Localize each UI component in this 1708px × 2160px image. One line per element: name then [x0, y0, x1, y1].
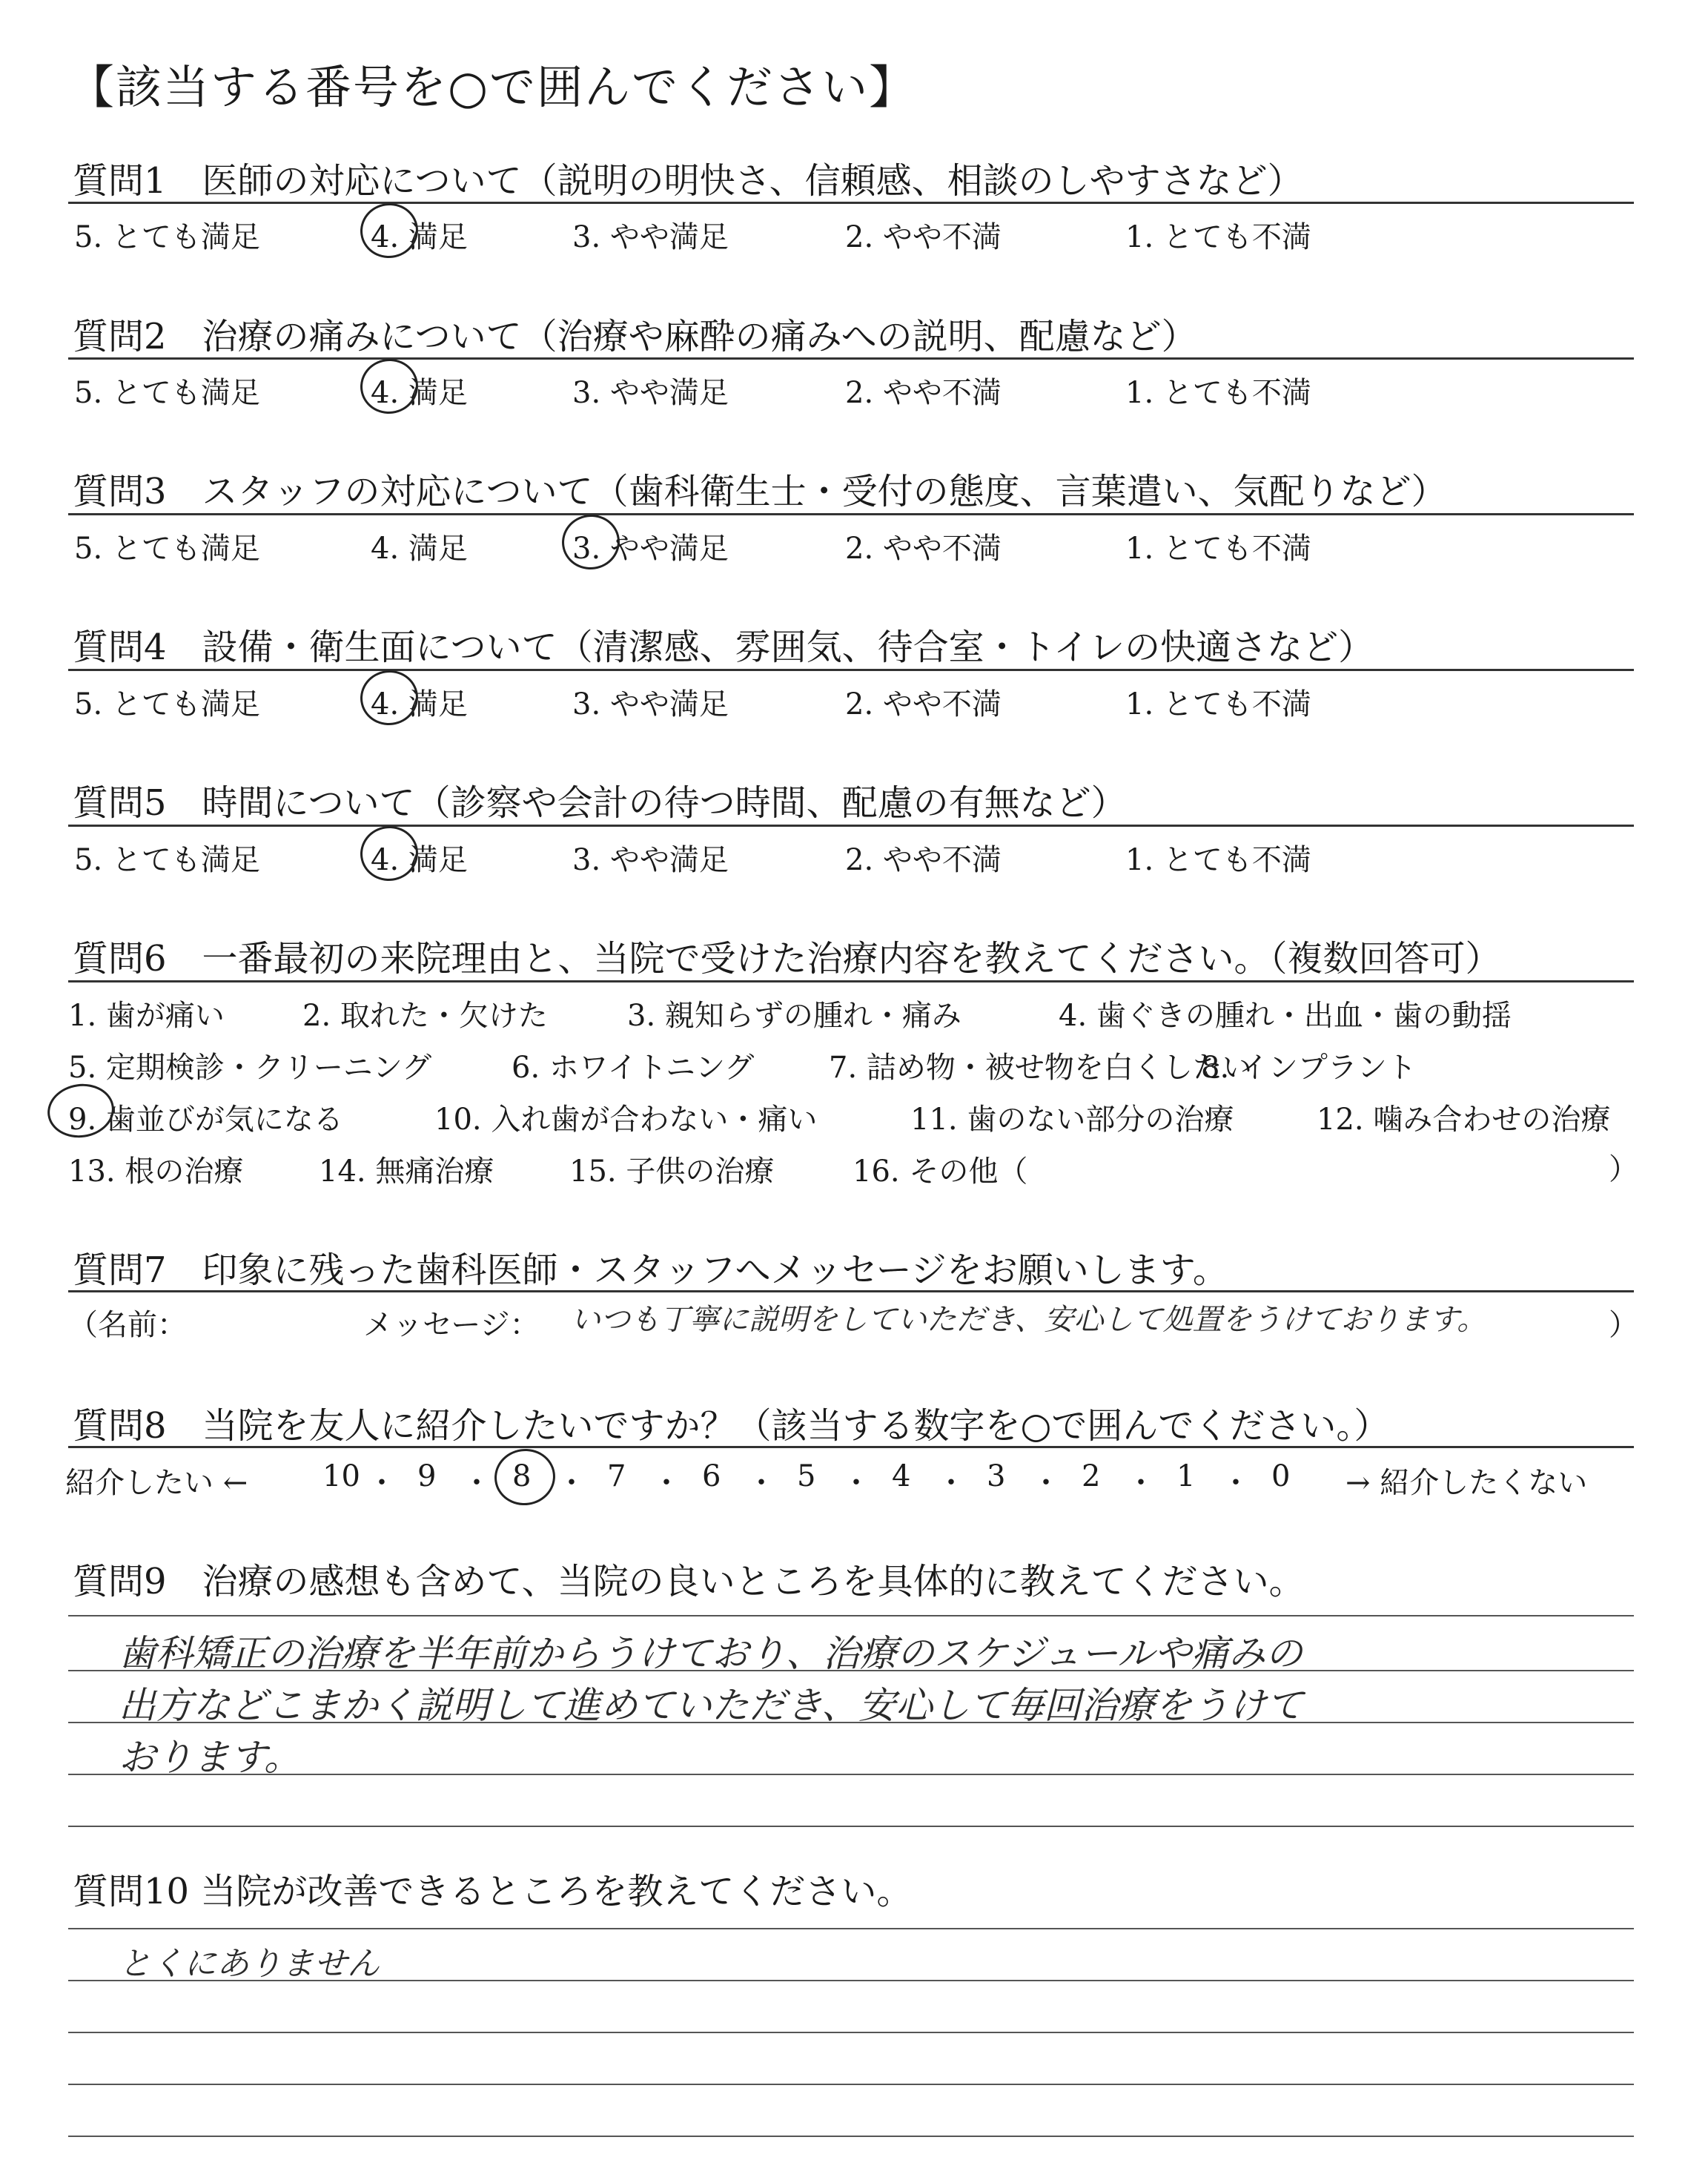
other-close-paren: ） — [1609, 1152, 1638, 1186]
scale-value-9[interactable]: 9 — [417, 1459, 437, 1493]
q9-answer-line-3: おります。 — [119, 1736, 301, 1779]
question-7-title: 質問7 印象に残った歯科医師・スタッフへメッセージをお願いします。 — [73, 1249, 1228, 1291]
reason-option-1[interactable]: 1. 歯が痛い — [68, 999, 225, 1033]
divider — [68, 357, 1634, 360]
q2-option-3[interactable]: 3. やや満足 — [572, 376, 729, 410]
selection-circle — [491, 1445, 559, 1510]
question-3-title: 質問3 スタッフの対応について（歯科衛生士・受付の態度、言葉遣い、気配りなど） — [73, 471, 1447, 512]
q5-option-3[interactable]: 3. やや満足 — [572, 843, 729, 877]
recommend-right-label: → 紹介したくない — [1345, 1466, 1588, 1500]
divider — [68, 1446, 1634, 1448]
reason-option-11[interactable]: 11. 歯のない部分の治療 — [910, 1103, 1234, 1137]
q1-option-1[interactable]: 1. とても不満 — [1125, 220, 1311, 254]
scale-separator: ・ — [936, 1466, 966, 1500]
message-handwriting: いつも丁寧に説明をしていただき、安心して処置をうけております。 — [571, 1303, 1487, 1337]
scale-value-10[interactable]: 10 — [322, 1459, 360, 1493]
scale-separator: ・ — [841, 1466, 871, 1500]
scale-value-8[interactable]: 8 — [512, 1459, 532, 1493]
q9-answer-line-2: 出方などこまかく説明して進めていただき、安心して毎回治療をうけて — [119, 1684, 1303, 1727]
q5-option-4[interactable]: 4. 満足 — [371, 843, 468, 877]
reason-option-3[interactable]: 3. 親知らずの腫れ・痛み — [627, 999, 961, 1033]
question-5-title: 質問5 時間について（診察や会計の待つ時間、配慮の有無など） — [73, 782, 1127, 824]
name-label: （名前： — [68, 1308, 187, 1342]
q3-option-1[interactable]: 1. とても不満 — [1125, 532, 1311, 566]
question-9-title: 質問9 治療の感想も含めて、当院の良いところを具体的に教えてください。 — [73, 1561, 1305, 1602]
reason-option-12[interactable]: 12. 噛み合わせの治療 — [1317, 1103, 1611, 1137]
question-10-title: 質問10 当院が改善できるところを教えてください。 — [73, 1871, 913, 1912]
reason-option-6[interactable]: 6. ホワイトニング — [512, 1051, 755, 1085]
q2-option-1[interactable]: 1. とても不満 — [1125, 376, 1311, 410]
q5-option-5[interactable]: 5. とても満足 — [74, 843, 260, 877]
question-1-title: 質問1 医師の対応について（説明の明快さ、信頼感、相談のしやすさなど） — [73, 160, 1303, 202]
answer-line — [68, 1826, 1634, 1827]
answer-line — [68, 2084, 1634, 2085]
q1-option-5[interactable]: 5. とても満足 — [74, 220, 260, 254]
page-heading: 【該当する番号を○で囲んでください】 — [68, 60, 917, 114]
divider — [68, 669, 1634, 671]
q4-option-4[interactable]: 4. 満足 — [371, 687, 468, 721]
scale-value-1[interactable]: 1 — [1176, 1459, 1196, 1493]
divider — [68, 825, 1634, 827]
q3-option-3[interactable]: 3. やや満足 — [572, 532, 729, 566]
scale-separator: ・ — [1031, 1466, 1061, 1500]
question-8-title: 質問8 当院を友人に紹介したいですか？（該当する数字を○で囲んでください。） — [73, 1405, 1390, 1447]
q3-option-5[interactable]: 5. とても満足 — [74, 532, 260, 566]
reason-option-9[interactable]: 9. 歯並びが気になる — [68, 1103, 343, 1137]
reason-option-8[interactable]: 8. インプラント — [1201, 1051, 1417, 1085]
reason-option-4[interactable]: 4. 歯ぐきの腫れ・出血・歯の動揺 — [1059, 999, 1512, 1033]
scale-separator: ・ — [557, 1466, 586, 1500]
q2-option-4[interactable]: 4. 満足 — [371, 376, 468, 410]
q1-option-2[interactable]: 2. やや不満 — [845, 220, 1002, 254]
divider — [68, 980, 1634, 982]
scale-separator: ・ — [652, 1466, 681, 1500]
q4-option-1[interactable]: 1. とても不満 — [1125, 687, 1311, 721]
q5-option-2[interactable]: 2. やや不満 — [845, 843, 1002, 877]
q9-answer-line-1: 歯科矯正の治療を半年前からうけており、治療のスケジュールや痛みの — [119, 1632, 1302, 1675]
reason-option-7[interactable]: 7. 詰め物・被せ物を白くしたい — [829, 1051, 1252, 1085]
q4-option-3[interactable]: 3. やや満足 — [572, 687, 729, 721]
reason-option-15[interactable]: 15. 子供の治療 — [569, 1155, 775, 1189]
answer-line — [68, 2032, 1634, 2033]
answer-line — [68, 1774, 1634, 1775]
q1-option-4[interactable]: 4. 満足 — [371, 220, 468, 254]
scale-separator: ・ — [1126, 1466, 1156, 1500]
recommend-left-label: 紹介したい ← — [65, 1466, 248, 1500]
scale-separator: ・ — [462, 1466, 491, 1500]
reason-option-10[interactable]: 10. 入れ歯が合わない・痛い — [434, 1103, 818, 1137]
message-label: メッセージ： — [363, 1308, 540, 1342]
question-4-title: 質問4 設備・衛生面について（清潔感、雰囲気、待合室・トイレの快適さなど） — [73, 627, 1374, 668]
q4-option-2[interactable]: 2. やや不満 — [845, 687, 1002, 721]
scale-value-2[interactable]: 2 — [1082, 1459, 1101, 1493]
divider — [68, 513, 1634, 515]
scale-value-5[interactable]: 5 — [797, 1459, 816, 1493]
q10-answer: とくにありません — [119, 1945, 380, 1983]
message-close-paren: ） — [1609, 1308, 1638, 1342]
reason-option-2[interactable]: 2. 取れた・欠けた — [302, 999, 548, 1033]
scale-value-0[interactable]: 0 — [1271, 1459, 1291, 1493]
reason-option-13[interactable]: 13. 根の治療 — [68, 1155, 244, 1189]
reason-option-16[interactable]: 16. その他（ — [853, 1155, 1028, 1189]
q4-option-5[interactable]: 5. とても満足 — [74, 687, 260, 721]
answer-line — [68, 1928, 1634, 1929]
question-6-title: 質問6 一番最初の来院理由と、当院で受けた治療内容を教えてください。（複数回答可） — [73, 938, 1501, 980]
scale-value-3[interactable]: 3 — [987, 1459, 1006, 1493]
divider — [68, 1290, 1634, 1292]
q5-option-1[interactable]: 1. とても不満 — [1125, 843, 1311, 877]
scale-value-6[interactable]: 6 — [702, 1459, 721, 1493]
q3-option-2[interactable]: 2. やや不満 — [845, 532, 1002, 566]
q1-option-3[interactable]: 3. やや満足 — [572, 220, 729, 254]
answer-line — [68, 2136, 1634, 2137]
scale-value-7[interactable]: 7 — [607, 1459, 626, 1493]
q2-option-2[interactable]: 2. やや不満 — [845, 376, 1002, 410]
scale-separator: ・ — [1221, 1466, 1251, 1500]
reason-option-14[interactable]: 14. 無痛治療 — [319, 1155, 494, 1189]
answer-line — [68, 1615, 1634, 1616]
q3-option-4[interactable]: 4. 満足 — [371, 532, 468, 566]
scale-separator: ・ — [747, 1466, 776, 1500]
divider — [68, 202, 1634, 204]
question-2-title: 質問2 治療の痛みについて（治療や麻酔の痛みへの説明、配慮など） — [73, 316, 1197, 357]
q2-option-5[interactable]: 5. とても満足 — [74, 376, 260, 410]
reason-option-5[interactable]: 5. 定期検診・クリーニング — [68, 1051, 432, 1085]
scale-value-4[interactable]: 4 — [892, 1459, 911, 1493]
scale-separator: ・ — [367, 1466, 397, 1500]
